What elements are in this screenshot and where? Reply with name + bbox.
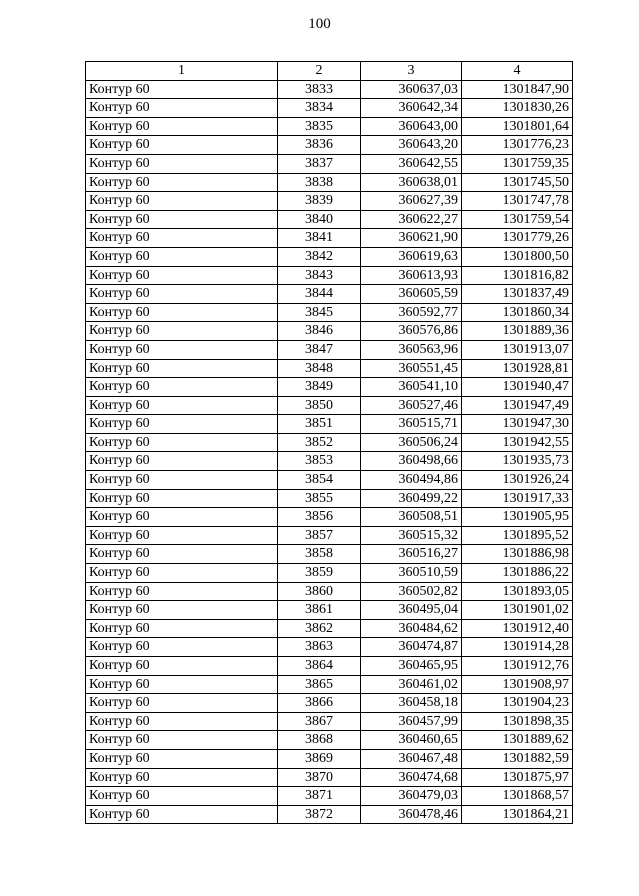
cell-contour-name: Контур 60 bbox=[86, 638, 278, 657]
table-row bbox=[86, 415, 573, 434]
cell-y-coordinate: 1301926,24 bbox=[462, 471, 573, 490]
cell-contour-name: Контур 60 bbox=[86, 322, 278, 341]
cell-x-coordinate: 360479,03 bbox=[361, 787, 462, 806]
cell-contour-name: Контур 60 bbox=[86, 99, 278, 118]
table-row bbox=[86, 173, 573, 192]
cell-contour-name: Контур 60 bbox=[86, 117, 278, 136]
cell-y-coordinate: 1301759,54 bbox=[462, 210, 573, 229]
table-row bbox=[86, 378, 573, 397]
column-header-2: 2 bbox=[278, 62, 361, 81]
cell-x-coordinate: 360495,04 bbox=[361, 601, 462, 620]
cell-x-coordinate: 360508,51 bbox=[361, 508, 462, 527]
cell-x-coordinate: 360474,68 bbox=[361, 768, 462, 787]
cell-contour-name: Контур 60 bbox=[86, 303, 278, 322]
cell-y-coordinate: 1301860,34 bbox=[462, 303, 573, 322]
cell-point-number: 3872 bbox=[278, 805, 361, 824]
cell-point-number: 3869 bbox=[278, 749, 361, 768]
cell-x-coordinate: 360499,22 bbox=[361, 489, 462, 508]
cell-y-coordinate: 1301912,76 bbox=[462, 657, 573, 676]
cell-point-number: 3865 bbox=[278, 675, 361, 694]
cell-point-number: 3846 bbox=[278, 322, 361, 341]
cell-contour-name: Контур 60 bbox=[86, 378, 278, 397]
table-row bbox=[86, 657, 573, 676]
cell-y-coordinate: 1301882,59 bbox=[462, 749, 573, 768]
cell-point-number: 3841 bbox=[278, 229, 361, 248]
cell-point-number: 3851 bbox=[278, 415, 361, 434]
cell-x-coordinate: 360461,02 bbox=[361, 675, 462, 694]
column-header-3: 3 bbox=[361, 62, 462, 81]
table-row bbox=[86, 303, 573, 322]
cell-x-coordinate: 360458,18 bbox=[361, 694, 462, 713]
table-row bbox=[86, 508, 573, 527]
cell-contour-name: Контур 60 bbox=[86, 526, 278, 545]
cell-contour-name: Контур 60 bbox=[86, 229, 278, 248]
cell-x-coordinate: 360637,03 bbox=[361, 80, 462, 99]
cell-y-coordinate: 1301830,26 bbox=[462, 99, 573, 118]
cell-y-coordinate: 1301940,47 bbox=[462, 378, 573, 397]
cell-contour-name: Контур 60 bbox=[86, 619, 278, 638]
cell-contour-name: Контур 60 bbox=[86, 359, 278, 378]
cell-y-coordinate: 1301816,82 bbox=[462, 266, 573, 285]
cell-contour-name: Контур 60 bbox=[86, 545, 278, 564]
table-row bbox=[86, 749, 573, 768]
cell-y-coordinate: 1301747,78 bbox=[462, 192, 573, 211]
cell-point-number: 3864 bbox=[278, 657, 361, 676]
cell-contour-name: Контур 60 bbox=[86, 805, 278, 824]
cell-x-coordinate: 360643,20 bbox=[361, 136, 462, 155]
cell-contour-name: Контур 60 bbox=[86, 787, 278, 806]
cell-y-coordinate: 1301889,62 bbox=[462, 731, 573, 750]
cell-y-coordinate: 1301868,57 bbox=[462, 787, 573, 806]
cell-contour-name: Контур 60 bbox=[86, 452, 278, 471]
cell-contour-name: Контур 60 bbox=[86, 768, 278, 787]
table-row bbox=[86, 675, 573, 694]
cell-contour-name: Контур 60 bbox=[86, 136, 278, 155]
cell-x-coordinate: 360494,86 bbox=[361, 471, 462, 490]
cell-x-coordinate: 360622,27 bbox=[361, 210, 462, 229]
cell-y-coordinate: 1301901,02 bbox=[462, 601, 573, 620]
cell-contour-name: Контур 60 bbox=[86, 675, 278, 694]
table-row bbox=[86, 731, 573, 750]
table-row bbox=[86, 154, 573, 173]
cell-contour-name: Контур 60 bbox=[86, 210, 278, 229]
cell-contour-name: Контур 60 bbox=[86, 471, 278, 490]
cell-x-coordinate: 360527,46 bbox=[361, 396, 462, 415]
cell-x-coordinate: 360541,10 bbox=[361, 378, 462, 397]
cell-y-coordinate: 1301913,07 bbox=[462, 340, 573, 359]
cell-x-coordinate: 360621,90 bbox=[361, 229, 462, 248]
page-number: 100 bbox=[308, 16, 331, 32]
cell-x-coordinate: 360605,59 bbox=[361, 285, 462, 304]
cell-contour-name: Контур 60 bbox=[86, 694, 278, 713]
cell-x-coordinate: 360460,65 bbox=[361, 731, 462, 750]
cell-point-number: 3862 bbox=[278, 619, 361, 638]
table-row bbox=[86, 805, 573, 824]
cell-y-coordinate: 1301745,50 bbox=[462, 173, 573, 192]
cell-x-coordinate: 360642,34 bbox=[361, 99, 462, 118]
cell-y-coordinate: 1301847,90 bbox=[462, 80, 573, 99]
cell-y-coordinate: 1301912,40 bbox=[462, 619, 573, 638]
cell-y-coordinate: 1301801,64 bbox=[462, 117, 573, 136]
cell-x-coordinate: 360467,48 bbox=[361, 749, 462, 768]
cell-contour-name: Контур 60 bbox=[86, 489, 278, 508]
cell-point-number: 3833 bbox=[278, 80, 361, 99]
cell-point-number: 3842 bbox=[278, 247, 361, 266]
cell-x-coordinate: 360515,71 bbox=[361, 415, 462, 434]
cell-y-coordinate: 1301928,81 bbox=[462, 359, 573, 378]
table-row bbox=[86, 266, 573, 285]
cell-point-number: 3839 bbox=[278, 192, 361, 211]
table-row bbox=[86, 564, 573, 583]
table-row bbox=[86, 340, 573, 359]
cell-contour-name: Контур 60 bbox=[86, 415, 278, 434]
cell-contour-name: Контур 60 bbox=[86, 340, 278, 359]
cell-x-coordinate: 360515,32 bbox=[361, 526, 462, 545]
cell-x-coordinate: 360484,62 bbox=[361, 619, 462, 638]
cell-y-coordinate: 1301893,05 bbox=[462, 582, 573, 601]
table-body bbox=[86, 80, 573, 824]
cell-y-coordinate: 1301886,22 bbox=[462, 564, 573, 583]
table-row bbox=[86, 285, 573, 304]
cell-contour-name: Контур 60 bbox=[86, 154, 278, 173]
cell-point-number: 3863 bbox=[278, 638, 361, 657]
table-row bbox=[86, 322, 573, 341]
cell-x-coordinate: 360619,63 bbox=[361, 247, 462, 266]
cell-point-number: 3870 bbox=[278, 768, 361, 787]
cell-y-coordinate: 1301908,97 bbox=[462, 675, 573, 694]
cell-x-coordinate: 360498,66 bbox=[361, 452, 462, 471]
cell-y-coordinate: 1301889,36 bbox=[462, 322, 573, 341]
cell-contour-name: Контур 60 bbox=[86, 80, 278, 99]
column-header-4: 4 bbox=[462, 62, 573, 81]
table-row bbox=[86, 210, 573, 229]
cell-x-coordinate: 360613,93 bbox=[361, 266, 462, 285]
cell-y-coordinate: 1301776,23 bbox=[462, 136, 573, 155]
table-row bbox=[86, 601, 573, 620]
cell-contour-name: Контур 60 bbox=[86, 433, 278, 452]
cell-y-coordinate: 1301779,26 bbox=[462, 229, 573, 248]
table-row bbox=[86, 694, 573, 713]
cell-x-coordinate: 360643,00 bbox=[361, 117, 462, 136]
cell-x-coordinate: 360506,24 bbox=[361, 433, 462, 452]
cell-y-coordinate: 1301905,95 bbox=[462, 508, 573, 527]
table-row bbox=[86, 117, 573, 136]
cell-point-number: 3850 bbox=[278, 396, 361, 415]
cell-point-number: 3845 bbox=[278, 303, 361, 322]
cell-contour-name: Контур 60 bbox=[86, 712, 278, 731]
cell-x-coordinate: 360502,82 bbox=[361, 582, 462, 601]
cell-y-coordinate: 1301875,97 bbox=[462, 768, 573, 787]
cell-point-number: 3867 bbox=[278, 712, 361, 731]
table-row bbox=[86, 638, 573, 657]
cell-x-coordinate: 360576,86 bbox=[361, 322, 462, 341]
cell-y-coordinate: 1301904,23 bbox=[462, 694, 573, 713]
cell-x-coordinate: 360474,87 bbox=[361, 638, 462, 657]
table-row bbox=[86, 489, 573, 508]
coordinates-table bbox=[85, 61, 573, 824]
cell-point-number: 3852 bbox=[278, 433, 361, 452]
cell-point-number: 3853 bbox=[278, 452, 361, 471]
cell-x-coordinate: 360457,99 bbox=[361, 712, 462, 731]
cell-y-coordinate: 1301914,28 bbox=[462, 638, 573, 657]
cell-y-coordinate: 1301895,52 bbox=[462, 526, 573, 545]
table-row bbox=[86, 229, 573, 248]
table-row bbox=[86, 433, 573, 452]
table-row bbox=[86, 80, 573, 99]
cell-point-number: 3835 bbox=[278, 117, 361, 136]
cell-y-coordinate: 1301864,21 bbox=[462, 805, 573, 824]
cell-point-number: 3836 bbox=[278, 136, 361, 155]
cell-point-number: 3861 bbox=[278, 601, 361, 620]
table-row bbox=[86, 712, 573, 731]
cell-x-coordinate: 360642,55 bbox=[361, 154, 462, 173]
table-row bbox=[86, 768, 573, 787]
cell-contour-name: Контур 60 bbox=[86, 396, 278, 415]
cell-point-number: 3855 bbox=[278, 489, 361, 508]
cell-contour-name: Контур 60 bbox=[86, 508, 278, 527]
cell-point-number: 3844 bbox=[278, 285, 361, 304]
cell-contour-name: Контур 60 bbox=[86, 247, 278, 266]
cell-point-number: 3859 bbox=[278, 564, 361, 583]
table-row bbox=[86, 545, 573, 564]
cell-point-number: 3854 bbox=[278, 471, 361, 490]
table-row bbox=[86, 471, 573, 490]
table-row bbox=[86, 136, 573, 155]
cell-y-coordinate: 1301759,35 bbox=[462, 154, 573, 173]
cell-x-coordinate: 360465,95 bbox=[361, 657, 462, 676]
table-row bbox=[86, 582, 573, 601]
table-row bbox=[86, 396, 573, 415]
cell-point-number: 3868 bbox=[278, 731, 361, 750]
cell-y-coordinate: 1301800,50 bbox=[462, 247, 573, 266]
cell-x-coordinate: 360551,45 bbox=[361, 359, 462, 378]
cell-x-coordinate: 360478,46 bbox=[361, 805, 462, 824]
cell-point-number: 3849 bbox=[278, 378, 361, 397]
cell-point-number: 3858 bbox=[278, 545, 361, 564]
cell-x-coordinate: 360592,77 bbox=[361, 303, 462, 322]
cell-point-number: 3843 bbox=[278, 266, 361, 285]
cell-contour-name: Контур 60 bbox=[86, 192, 278, 211]
table-row bbox=[86, 99, 573, 118]
cell-x-coordinate: 360516,27 bbox=[361, 545, 462, 564]
table-row bbox=[86, 619, 573, 638]
cell-point-number: 3847 bbox=[278, 340, 361, 359]
column-header-1: 1 bbox=[86, 62, 278, 81]
cell-point-number: 3834 bbox=[278, 99, 361, 118]
table-row bbox=[86, 526, 573, 545]
cell-point-number: 3856 bbox=[278, 508, 361, 527]
cell-contour-name: Контур 60 bbox=[86, 564, 278, 583]
cell-y-coordinate: 1301935,73 bbox=[462, 452, 573, 471]
cell-contour-name: Контур 60 bbox=[86, 601, 278, 620]
cell-point-number: 3871 bbox=[278, 787, 361, 806]
table-row bbox=[86, 359, 573, 378]
cell-x-coordinate: 360510,59 bbox=[361, 564, 462, 583]
cell-y-coordinate: 1301886,98 bbox=[462, 545, 573, 564]
table-row bbox=[86, 192, 573, 211]
cell-y-coordinate: 1301942,55 bbox=[462, 433, 573, 452]
cell-contour-name: Контур 60 bbox=[86, 657, 278, 676]
cell-point-number: 3860 bbox=[278, 582, 361, 601]
table-row bbox=[86, 787, 573, 806]
cell-contour-name: Контур 60 bbox=[86, 749, 278, 768]
cell-y-coordinate: 1301947,49 bbox=[462, 396, 573, 415]
cell-point-number: 3837 bbox=[278, 154, 361, 173]
cell-x-coordinate: 360563,96 bbox=[361, 340, 462, 359]
table-row bbox=[86, 452, 573, 471]
cell-x-coordinate: 360627,39 bbox=[361, 192, 462, 211]
cell-point-number: 3848 bbox=[278, 359, 361, 378]
cell-point-number: 3857 bbox=[278, 526, 361, 545]
table-header-row bbox=[86, 62, 573, 81]
cell-y-coordinate: 1301898,35 bbox=[462, 712, 573, 731]
cell-point-number: 3866 bbox=[278, 694, 361, 713]
cell-contour-name: Контур 60 bbox=[86, 173, 278, 192]
cell-contour-name: Контур 60 bbox=[86, 582, 278, 601]
cell-contour-name: Контур 60 bbox=[86, 731, 278, 750]
cell-contour-name: Контур 60 bbox=[86, 285, 278, 304]
cell-y-coordinate: 1301947,30 bbox=[462, 415, 573, 434]
cell-point-number: 3840 bbox=[278, 210, 361, 229]
cell-y-coordinate: 1301837,49 bbox=[462, 285, 573, 304]
cell-contour-name: Контур 60 bbox=[86, 266, 278, 285]
table-row bbox=[86, 247, 573, 266]
cell-x-coordinate: 360638,01 bbox=[361, 173, 462, 192]
cell-point-number: 3838 bbox=[278, 173, 361, 192]
cell-y-coordinate: 1301917,33 bbox=[462, 489, 573, 508]
